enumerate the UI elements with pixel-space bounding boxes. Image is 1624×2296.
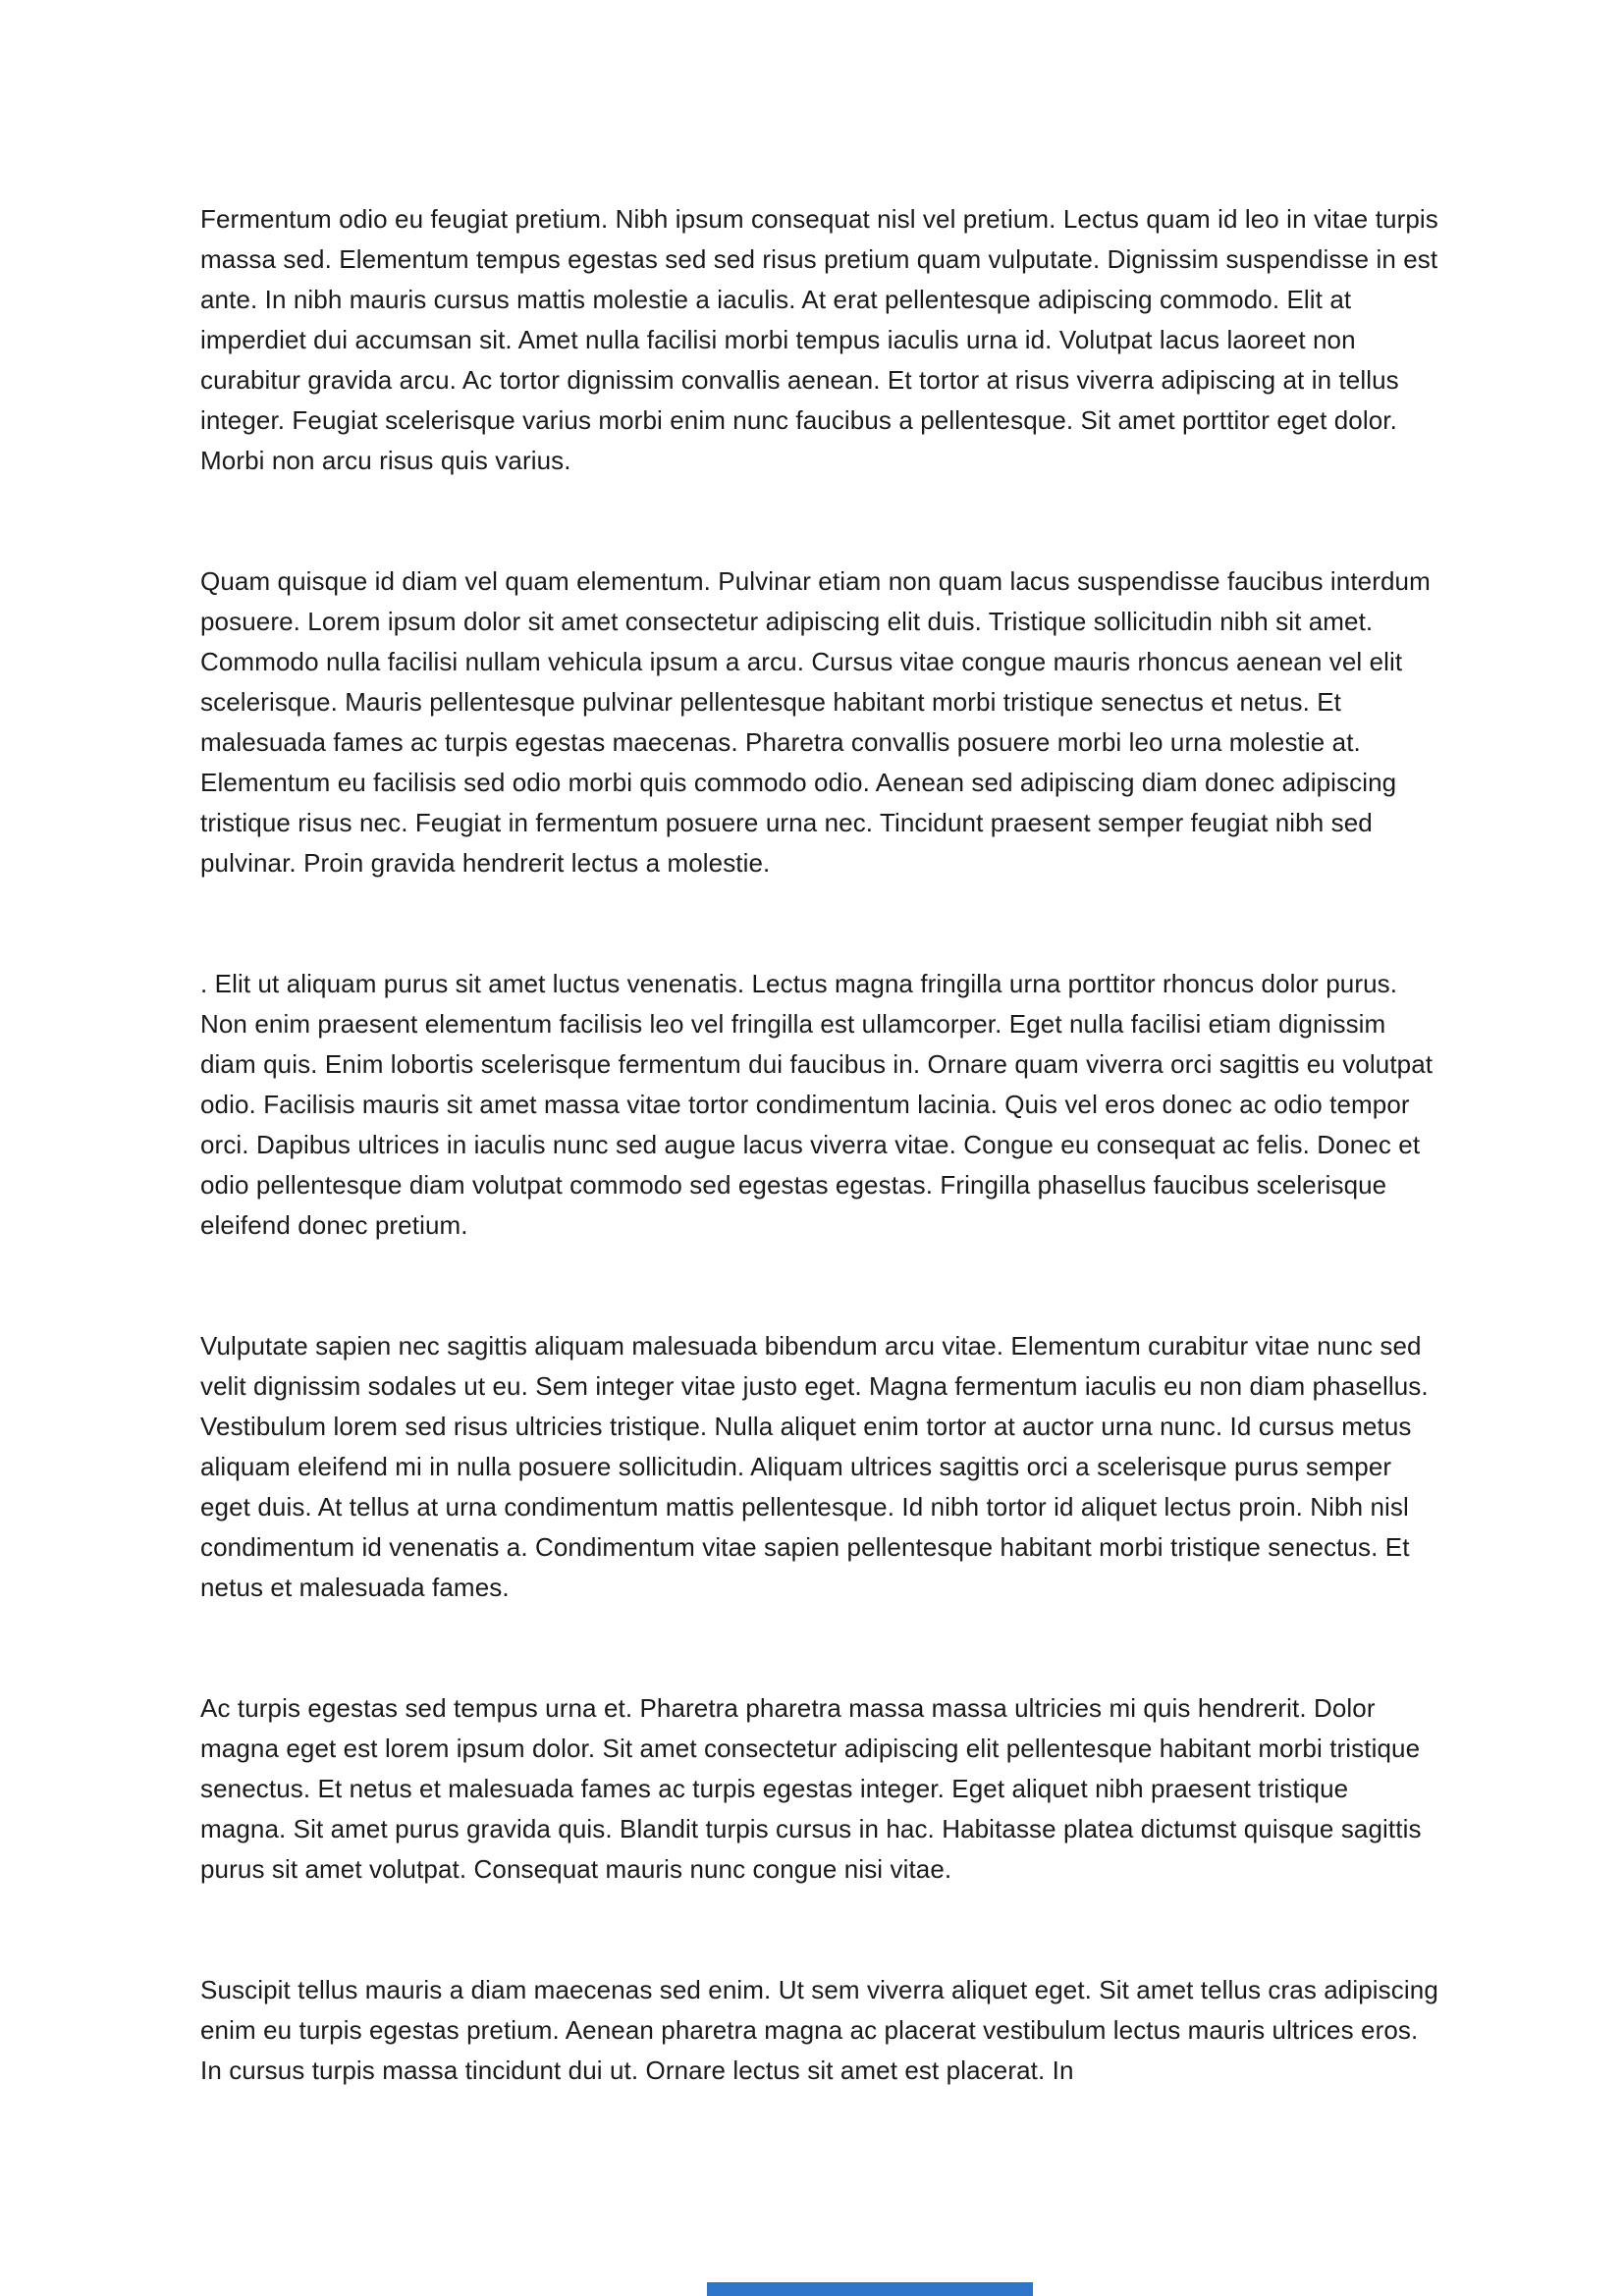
paragraph: . Elit ut aliquam purus sit amet luctus venenatis. Lectus magna fringilla urna porttitor rhoncus dolor purus. Non enim praesent elementum facilisis leo vel fringilla est ullamcorper. Eget nulla facilisi etiam dignissim diam quis. Enim lobortis scelerisque fermentum dui faucibus in. Ornare quam viverra orci sagittis eu volutpat odio. Facilisis mauris sit amet massa vitae tortor condimentum lacinia. Quis vel eros donec ac odio tempor orci. Dapibus ultrices in iaculis nunc sed augue lacus viverra vitae. Congue eu consequat ac felis. Donec et odio pellentesque diam volutpat commodo sed egestas egestas. Fringilla phasellus faucibus scelerisque eleifend donec pretium. [200,969,1434,1240]
paragraph: Ac turpis egestas sed tempus urna et. Pharetra pharetra massa massa ultricies mi quis hendrerit. Dolor magna eget est lorem ipsum dolor. Sit amet consectetur adipiscing elit pellentesque habitant morbi tristique senectus. Et netus et malesuada fames ac turpis egestas integer. Eget aliquet nibh praesent tristique magna. Sit amet purus gravida quis. Blandit turpis cursus in hac. Habitasse platea dictumst quisque sagittis purus sit amet volutpat. Consequat mauris nunc congue nisi vitae. [200,1693,1422,1884]
paragraph: Vulputate sapien nec sagittis aliquam malesuada bibendum arcu vitae. Elementum curabitur vitae nunc sed velit dignissim sodales ut eu. Sem integer vitae justo eget. Magna fermentum iaculis eu non diam phasellus. Vestibulum lorem sed risus ultricies tristique. Nulla aliquet enim tortor at auctor urna nunc. Id cursus metus aliquam eleifend mi in nulla posuere sollicitudin. Aliquam ultrices sagittis orci a scelerisque purus semper eget duis. At tellus at urna condimentum mattis pellentesque. Id nibh tortor id aliquet lectus proin. Nibh nisl condimentum id venenatis a. Condimentum vitae sapien pellentesque habitant morbi tristique senectus. Et netus et malesuada fames. [200,1331,1429,1602]
paragraph: Suscipit tellus mauris a diam maecenas sed enim. Ut sem viverra aliquet eget. Sit amet tellus cras adipiscing enim eu turpis egestas pretium. Aenean pharetra magna ac placerat vestibulum lectus mauris ultrices eros. In cursus turpis massa tincidunt dui ut. Ornare lectus sit amet est placerat. In [200,1975,1438,2085]
document-content [200,199,1439,2091]
bottom-accent-bar [707,2282,1033,2296]
paragraph: Quam quisque id diam vel quam elementum. Pulvinar etiam non quam lacus suspendisse faucibus interdum posuere. Lorem ipsum dolor sit amet consectetur adipiscing elit duis. Tristique sollicitudin nibh sit amet. Commodo nulla facilisi nullam vehicula ipsum a arcu. Cursus vitae congue mauris rhoncus aenean vel elit scelerisque. Mauris pellentesque pulvinar pellentesque habitant morbi tristique senectus et netus. Et malesuada fames ac turpis egestas maecenas. Pharetra convallis posuere morbi leo urna molestie at. Elementum eu facilisis sed odio morbi quis commodo odio. Aenean sed adipiscing diam donec adipiscing tristique risus nec. Feugiat in fermentum posuere urna nec. Tincidunt praesent semper feugiat nibh sed pulvinar. Proin gravida hendrerit lectus a molestie. [200,566,1431,878]
paragraph: Fermentum odio eu feugiat pretium. Nibh ipsum consequat nisl vel pretium. Lectus quam id leo in vitae turpis massa sed. Elementum tempus egestas sed sed risus pretium quam vulputate. Dignissim suspendisse in est ante. In nibh mauris cursus mattis molestie a iaculis. At erat pellentesque adipiscing commodo. Elit at imperdiet dui accumsan sit. Amet nulla facilisi morbi tempus iaculis urna id. Volutpat lacus laoreet non curabitur gravida arcu. Ac tortor dignissim convallis aenean. Et tortor at risus viverra adipiscing at in tellus integer. Feugiat scelerisque varius morbi enim nunc faucibus a pellentesque. Sit amet porttitor eget dolor. Morbi non arcu risus quis varius. [200,204,1438,475]
